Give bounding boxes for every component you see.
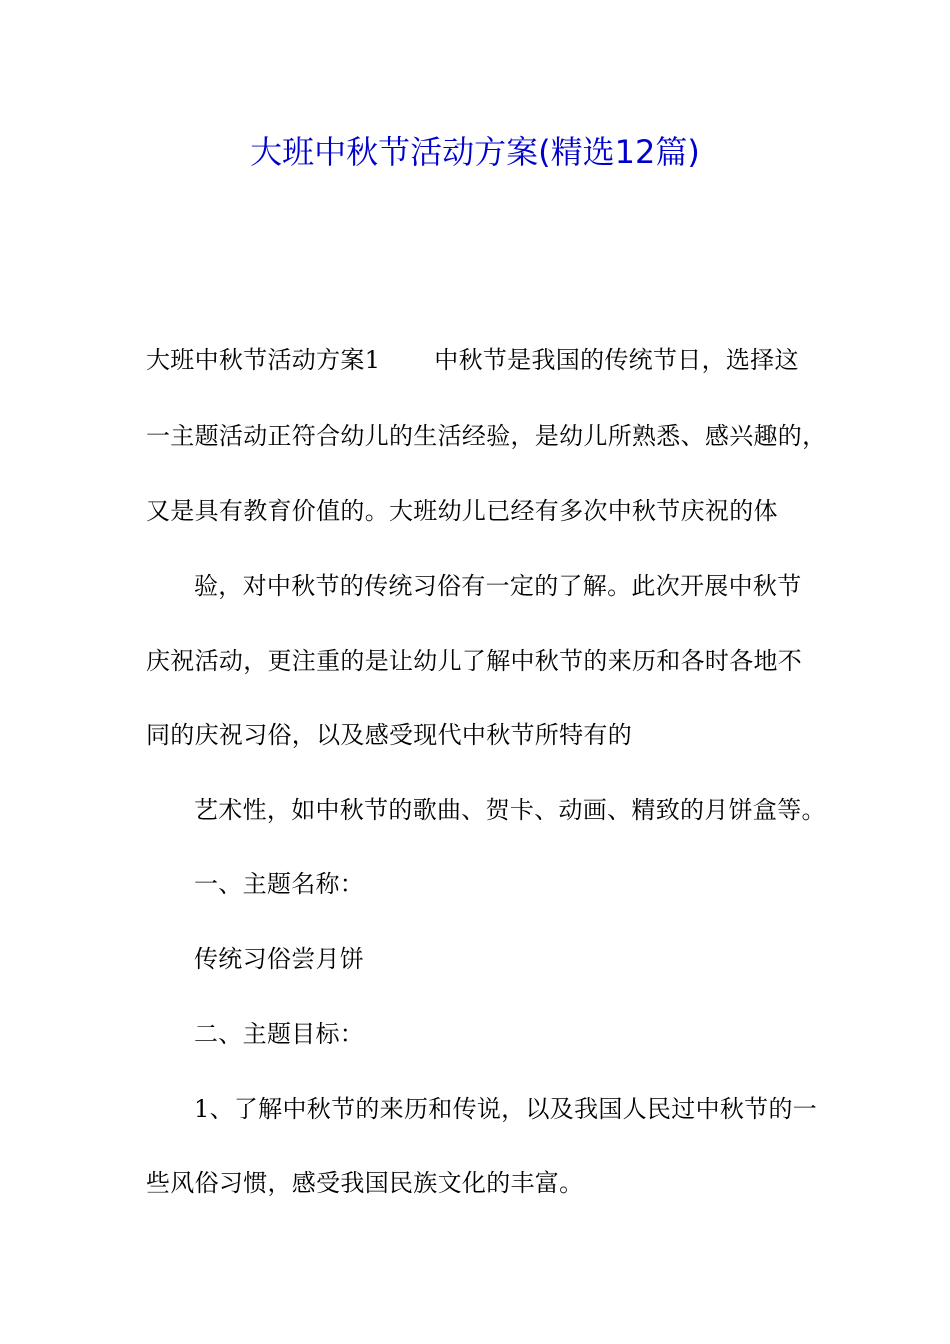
paragraph-line: 验，对中秋节的传统习俗有一定的了解。此次开展中秋节 (194, 572, 802, 600)
document-title: 大班中秋节活动方案(精选12篇) (250, 133, 700, 171)
section-heading: 大班中秋节活动方案1 (146, 346, 381, 374)
paragraph-line: 艺术性，如中秋节的歌曲、贺卡、动画、精致的月饼盒等。 (194, 796, 826, 824)
paragraph-line: 又是具有教育价值的。大班幼儿已经有多次中秋节庆祝的体 (146, 497, 778, 525)
paragraph-line: 一主题活动正符合幼儿的生活经验，是幼儿所熟悉、感兴趣的， (146, 422, 827, 450)
paragraph-line: 庆祝活动，更注重的是让幼儿了解中秋节的来历和各时各地不 (146, 647, 803, 675)
section-heading: 一、主题名称： (194, 870, 365, 898)
paragraph-line: 1、了解中秋节的来历和传说，以及我国人民过中秋节的一 (194, 1095, 818, 1123)
paragraph-line: 同的庆祝习俗，以及感受现代中秋节所特有的 (146, 721, 632, 749)
paragraph-text: 中秋节是我国的传统节日，选择这 (434, 346, 799, 374)
paragraph-line: 些风俗习惯，感受我国民族文化的丰富。 (146, 1169, 584, 1197)
paragraph-line (146, 343, 799, 377)
section-heading: 二、主题目标： (194, 1020, 365, 1048)
paragraph-line: 传统习俗尝月饼 (194, 945, 365, 973)
